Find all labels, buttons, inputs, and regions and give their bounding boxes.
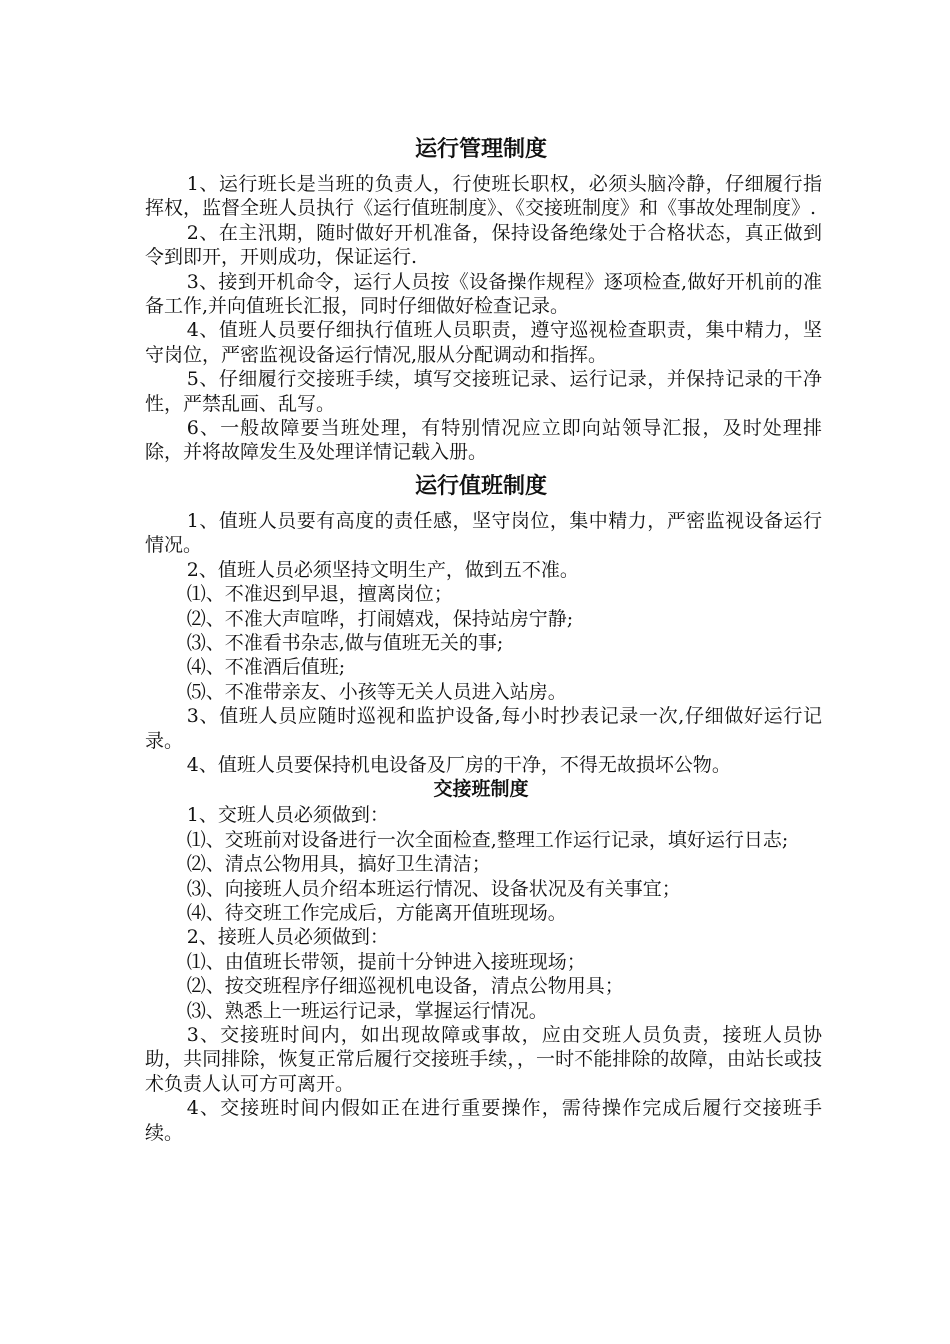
paragraph: 1、值班人员要有高度的责任感，坚守岗位，集中精力，严密监视设备运行情况。	[145, 509, 822, 557]
list-item: ⑴、交班前对设备进行一次全面检查,整理工作运行记录，填好运行日志;	[186, 828, 789, 851]
list-item: ⑷、待交班工作完成后，方能离开值班现场。	[186, 901, 567, 924]
list-item: ⑸、不准带亲友、小孩等无关人员进入站房。	[186, 680, 567, 703]
paragraph: 3、接到开机命令，运行人员按《设备操作规程》逐项检查,做好开机前的准备工作,并向值班长汇报，同时仔细做好检查记录。	[145, 270, 822, 318]
list-item: ⑶、熟悉上一班运行记录，掌握运行情况。	[186, 999, 548, 1022]
list-item: ⑶、不准看书杂志,做与值班无关的事;	[186, 631, 504, 654]
paragraph: 2、在主汛期，随时做好开机准备，保持设备绝缘处于合格状态，真正做到令到即开，开则成功，保证运行.	[145, 221, 822, 269]
section-title-duty-system: 运行值班制度	[414, 473, 547, 499]
list-item: ⑷、不准酒后值班;	[186, 656, 346, 679]
paragraph: 3、值班人员应随时巡视和监护设备,每小时抄表记录一次,仔细做好运行记录。	[145, 705, 822, 752]
list-item: ⑵、按交班程序仔细巡视机电设备，清点公物用具；	[186, 975, 624, 998]
paragraph: 1、运行班长是当班的负责人，行使班长职权，必须头脑冷静，仔细履行指挥权，监督全班人员执行《运行值班制度》、《交接班制度》和《事故处理制度》.	[145, 173, 822, 220]
paragraph: 2、值班人员必须坚持文明生产，做到五不准。	[186, 558, 579, 581]
paragraph: 4、交接班时间内假如正在进行重要操作，需待操作完成后履行交接班手续。	[145, 1097, 822, 1144]
section-body-operation-management	[145, 172, 822, 465]
section-body-shift-handover	[145, 803, 822, 1145]
list-item: ⑴、不准迟到早退，擅离岗位；	[186, 583, 453, 606]
paragraph: 2、接班人员必须做到：	[186, 926, 389, 949]
list-item: ⑵、不准大声喧哗，打闹嬉戏，保持站房宁静;	[186, 607, 574, 630]
section-title-operation-management: 运行管理制度	[414, 137, 547, 162]
paragraph: 6、一般故障要当班处理，有特别情况应立即向站领导汇报，及时处理排除，并将故障发生及处理详情记载入册。	[145, 417, 822, 464]
list-item: ⑶、向接班人员介绍本班运行情况、设备状况及有关事宜；	[186, 877, 681, 900]
paragraph: 5、仔细履行交接班手续，填写交接班记录、运行记录，并保持记录的干净性，严禁乱画、乱写。	[145, 368, 822, 415]
paragraph: 4、值班人员要保持机电设备及厂房的干净，不得无故损坏公物。	[186, 753, 731, 776]
list-item: ⑵、清点公物用具，搞好卫生清洁；	[186, 853, 491, 876]
paragraph: 3、交接班时间内，如出现故障或事故，应由交班人员负责，接班人员协助，共同排除，恢复正常后履行交接班手续，，一时不能排除的故障，由站长或技术负责人认可方可离开。	[145, 1024, 822, 1095]
list-item: ⑴、由值班长带领，提前十分钟进入接班现场；	[186, 950, 586, 973]
section-title-shift-handover: 交接班制度	[433, 778, 529, 801]
paragraph: 1、交班人员必须做到：	[186, 804, 389, 827]
paragraph: 4、值班人员要仔细执行值班人员职责，遵守巡视检查职责，集中精力，坚守岗位，严密监视设备运行情况,服从分配调动和指挥。	[145, 319, 822, 366]
section-body-duty-system	[145, 509, 822, 777]
